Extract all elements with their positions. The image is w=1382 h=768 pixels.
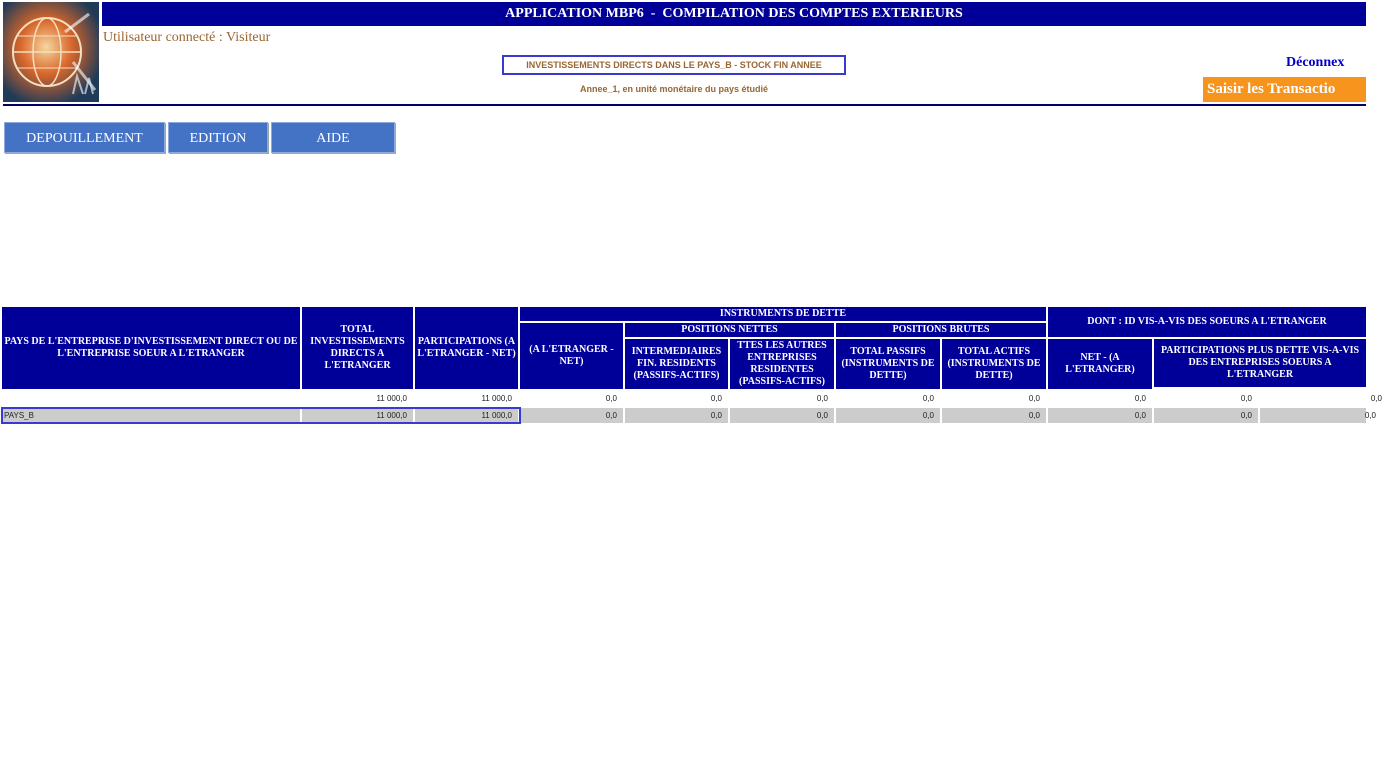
header-intermediaires: INTERMEDIAIRES FIN. RESIDENTS (PASSIFS-ACTIFS) (625, 339, 728, 389)
table-cell: 0,0 (625, 408, 728, 423)
header-a-etranger: (A L'ETRANGER - NET) (520, 323, 623, 389)
table-cell: 0,0 (942, 408, 1046, 423)
table-cell: 0,0 (710, 394, 722, 403)
table-cell: 0,0 (1240, 394, 1252, 403)
header-total-passifs: TOTAL PASSIFS (INSTRUMENTS DE DETTE) (836, 339, 940, 389)
menu-depouillement-button[interactable]: DEPOUILLEMENT (4, 122, 165, 153)
table-cell: 0,0 (520, 408, 623, 423)
group-positions-brutes: POSITIONS BRUTES (836, 323, 1046, 337)
table-cell: 0,0 (836, 408, 940, 423)
header-total-actifs: TOTAL ACTIFS (INSTRUMENTS DE DETTE) (942, 339, 1046, 389)
unit-note: Annee_1, en unité monétaire du pays étudié (579, 84, 769, 94)
header-participations: PARTICIPATIONS (A L'ETRANGER - NET) (415, 307, 518, 389)
header-divider (3, 104, 1366, 106)
table-cell: 11 000,0 (302, 408, 413, 423)
table-cell (2, 391, 300, 406)
table-cell-pays[interactable]: PAYS_B (2, 408, 300, 423)
table-cell: 0,0 (730, 408, 834, 423)
table-cell: 0,0 (1048, 408, 1152, 423)
logout-link[interactable]: Déconnex (1286, 55, 1345, 70)
group-instruments-dette: INSTRUMENTS DE DETTE (520, 307, 1046, 321)
saisir-transactions-button[interactable]: Saisir les Transactio (1203, 77, 1366, 102)
header-net-etranger: NET - (A L'ETRANGER) (1048, 339, 1152, 389)
table-cell: 0,0 (1154, 408, 1258, 423)
globe-logo-icon (3, 2, 99, 102)
table-cell: 11 000,0 (481, 394, 512, 403)
header-participations-dette: PARTICIPATIONS PLUS DETTE VIS-A-VIS DES ENTREPRISES SOEURS A L'ETRANGER (1154, 339, 1366, 387)
report-title: INVESTISSEMENTS DIRECTS DANS LE PAYS_B - STOCK FIN ANNEE (502, 55, 846, 75)
menu-edition-button[interactable]: EDITION (168, 122, 268, 153)
table-cell: 0,0 (1260, 408, 1366, 423)
table-cell: 0,0 (1134, 394, 1146, 403)
group-dont-soeurs: DONT : ID VIS-A-VIS DES SOEURS A L'ETRANGER (1048, 307, 1366, 337)
app-title: APPLICATION MBP6 - COMPILATION DES COMPTES EXTERIEURS (102, 2, 1366, 26)
table-cell: 0,0 (605, 394, 617, 403)
table-cell: 0,0 (922, 394, 934, 403)
connected-user: Utilisateur connecté : Visiteur (103, 30, 271, 45)
header-pays: PAYS DE L'ENTREPRISE D'INVESTISSEMENT DIRECT OU DE L'ENTREPRISE SOEUR A L'ETRANGER (2, 307, 300, 389)
header-ttes-autres: TTES LES AUTRES ENTREPRISES RESIDENTES (PASSIFS-ACTIFS) (730, 339, 834, 389)
table-cell: 0,0 (816, 394, 828, 403)
header-total: TOTAL INVESTISSEMENTS DIRECTS A L'ETRANGER (302, 307, 413, 389)
table-cell: 0,0 (1028, 394, 1040, 403)
selected-row-highlight (1, 407, 521, 424)
group-positions-nettes: POSITIONS NETTES (625, 323, 834, 337)
table-cell: 11 000,0 (376, 394, 407, 403)
menu-aide-button[interactable]: AIDE (271, 122, 395, 153)
table-cell: 11 000,0 (415, 408, 518, 423)
table-cell: 0,0 (1370, 394, 1382, 403)
